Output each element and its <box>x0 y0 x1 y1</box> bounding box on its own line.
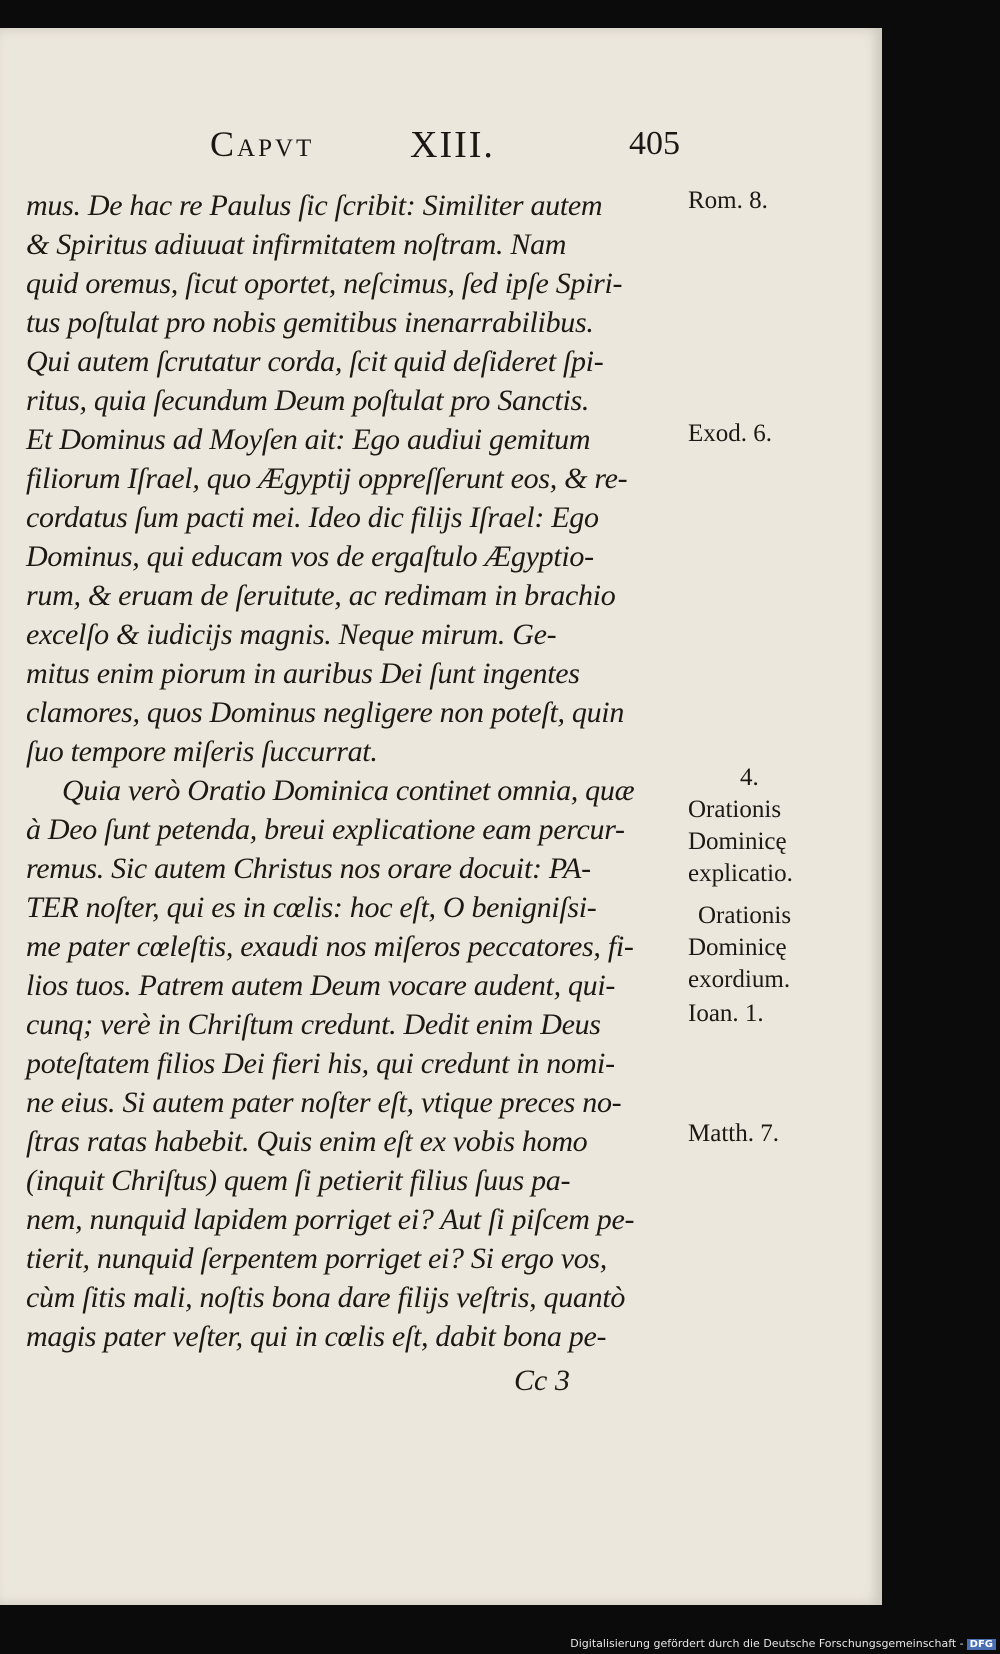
margin-note-matth: Matth. 7. <box>688 1120 779 1147</box>
text-line: rum, & eruam de ſeruitute, ac redimam in brachio <box>26 579 616 612</box>
text-line: me pater cœleſtis, exaudi nos miſeros peccatores, fi- <box>26 930 634 963</box>
text-line: (inquit Chriſtus) quem ſi petierit filius ſuus pa- <box>26 1164 571 1197</box>
margin-note-exod: Exod. 6. <box>688 420 773 447</box>
text-line: mitus enim piorum in auribus Dei ſunt ingentes <box>26 657 580 690</box>
digitization-credit <box>570 1637 996 1650</box>
margin-note-exordium: Orationis Dominicę exordium. <box>688 902 792 993</box>
text-line: tus poſtulat pro nobis gemitibus inenarrabilibus. <box>26 306 594 339</box>
text-line: cùm ſitis mali, noſtis bona dare filijs veſtris, quantò <box>26 1281 626 1314</box>
margin-note-rom: Rom. 8. <box>688 187 768 214</box>
margin-note-explicatio: 4. Orationis Dominicę explicatio. <box>688 764 793 887</box>
text-line: mus. De hac re Paulus ſic ſcribit: Similiter autem <box>26 189 603 222</box>
text-line: lios tuos. Patrem autem Deum vocare audent, qui- <box>26 969 616 1002</box>
text-line: remus. Sic autem Christus nos orare docuit: PA- <box>26 852 591 885</box>
text-line: ſuo tempore miſeris ſuccurrat. <box>26 735 378 768</box>
text-line: TER noſter, qui es in cœlis: hoc eſt, O benigniſsi- <box>26 891 597 924</box>
text-line: nem, nunquid lapidem porriget ei? Aut ſi piſcem pe- <box>26 1203 635 1236</box>
text-line: cunq; verè in Chriſtum credunt. Dedit enim Deus <box>26 1008 601 1041</box>
page-number: 405 <box>629 125 680 162</box>
text-line: Qui autem ſcrutatur corda, ſcit quid deſideret ſpi- <box>26 345 604 378</box>
text-line: tierit, nunquid ſerpentem porriget ei? Si ergo vos, <box>26 1242 608 1275</box>
chapter-number: XIII. <box>410 124 495 166</box>
text-line: clamores, quos Dominus negligere non poteſt, quin <box>26 696 625 729</box>
text-line: Quia verò Oratio Dominica continet omnia, quæ <box>62 774 635 807</box>
body-text <box>26 186 672 1356</box>
text-line: poteſtatem filios Dei fieri his, qui credunt in nomi- <box>26 1047 615 1080</box>
book-page <box>0 28 882 1605</box>
text-line: Et Dominus ad Moyſen ait: Ego audiui gemitum <box>26 423 591 456</box>
dfg-logo: DFG <box>967 1639 996 1650</box>
credit-text: Digitalisierung gefördert durch die Deutsche Forschungsgemeinschaft - <box>570 1637 964 1650</box>
text-line: quid oremus, ſicut oportet, neſcimus, ſed ipſe Spiri- <box>26 267 623 300</box>
text-line: à Deo ſunt petenda, breui explicatione eam percur- <box>26 813 625 846</box>
margin-note-ioan: Ioan. 1. <box>688 1000 764 1027</box>
text-line: ne eius. Si autem pater noſter eſt, vtique preces no- <box>26 1086 622 1119</box>
text-line: cordatus ſum pacti mei. Ideo dic filijs Iſrael: Ego <box>26 501 599 534</box>
text-line: ſtras ratas habebit. Quis enim eſt ex vobis homo <box>26 1125 588 1158</box>
text-line: Dominus, qui educam vos de ergaſtulo Ægyptio- <box>26 540 594 573</box>
text-line: magis pater veſter, qui in cœlis eſt, dabit bona pe- <box>26 1320 607 1353</box>
text-line: filiorum Iſrael, quo Ægyptij oppreſſerunt eos, & re- <box>26 462 628 495</box>
text-line: excelſo & iudicijs magnis. Neque mirum. Ge- <box>26 618 557 651</box>
signature-mark: Cc 3 <box>514 1364 570 1397</box>
text-line: & Spiritus adiuuat infirmitatem noſtram. Nam <box>26 228 567 261</box>
page-header <box>210 123 680 173</box>
text-line: ritus, quia ſecundum Deum poſtulat pro Sanctis. <box>26 384 590 417</box>
running-title: Capvt <box>210 124 315 164</box>
